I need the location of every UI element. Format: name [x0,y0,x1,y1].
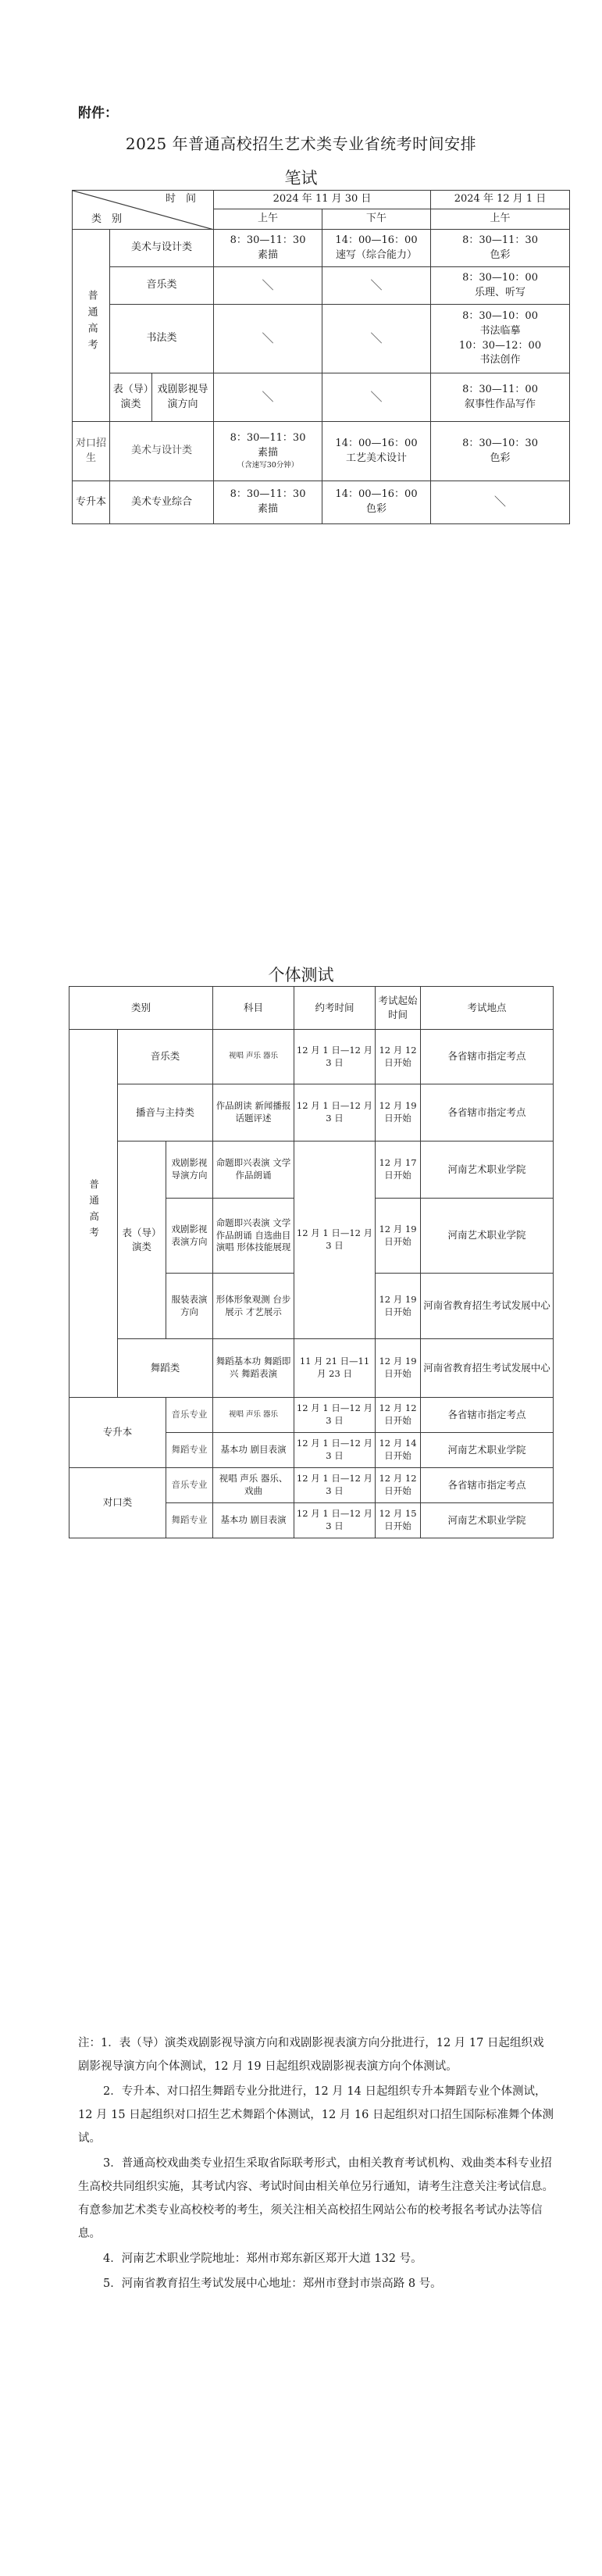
row-zsb-meishu-name: 美术专业综合 [110,481,214,524]
row-dk-music-appoint: 12 月 1 日—12 月 3 日 [294,1468,376,1503]
row-zsb-dance-location: 河南艺术职业学院 [421,1433,554,1468]
cell [322,481,431,524]
time: 8：30—11：30 [230,234,306,246]
cell [214,422,322,481]
time: 8：30—11：00 [462,383,538,395]
header-appointment: 约考时间 [294,987,376,1030]
row-zsb-dance-appoint: 12 月 1 日—12 月 3 日 [294,1433,376,1468]
note: （含速写30分钟） [237,461,299,470]
row-broadcast-name: 播音与主持类 [118,1084,213,1142]
group-putong-label: 普通高考 [87,1179,100,1244]
time: 14：00—16：00 [335,437,418,449]
time: 8：30—11：30 [230,432,306,445]
attachment-label: 附件： [78,105,118,121]
subject: 色彩 [490,248,511,261]
row-zsb-dance-start: 12 月 14 日开始 [376,1433,421,1468]
row-duikou-meishu-name: 美术与设计类 [110,422,214,481]
row-zsb-music-location: 各省辖市指定考点 [421,1398,554,1433]
cell [431,373,570,422]
header-pm: 下午 [322,209,431,230]
header-category-label: 类 别 [91,213,123,226]
group-zhuanshengben: 专升本 [69,1398,166,1468]
header-subject: 科目 [213,987,294,1030]
header-location: 考试地点 [421,987,554,1030]
header-exam-start: 考试起始时间 [376,987,421,1030]
individual-test-table [69,986,554,1538]
row-dance-subject: 舞蹈基本功 舞蹈即兴 舞蹈表演 [213,1339,294,1398]
subject: 书法临摹 [479,324,521,337]
empty-cell: ＼ [322,373,431,422]
row-broadcast-subject: 作品朗读 新闻播报 话题评述 [213,1084,294,1142]
row-broadcast-location: 各省辖市指定考点 [421,1084,554,1142]
row-acting-name: 戏剧影视表演方向 [166,1199,213,1274]
row-dk-dance-name: 舞蹈专业 [166,1503,213,1538]
row-zsb-music-name: 音乐专业 [166,1398,213,1433]
time: 14：00—16：00 [335,488,418,501]
cell [431,305,570,373]
row-music-name: 音乐类 [118,1030,213,1084]
cell [214,230,322,267]
row-dk-dance-start: 12 月 15 日开始 [376,1503,421,1538]
header-date-nov30: 2024 年 11 月 30 日 [214,191,431,209]
subject: 色彩 [490,452,511,464]
row-shufa-name: 书法类 [110,305,214,373]
row-directing-location: 河南艺术职业学院 [421,1142,554,1199]
row-zsb-dance-subject: 基本功 剧目表演 [213,1433,294,1468]
empty-cell: ＼ [322,267,431,305]
group-biaodao: 表（导）演类 [118,1142,166,1339]
written-exam-title: 笔试 [284,169,318,188]
row-music-location: 各省辖市指定考点 [421,1030,554,1084]
time: 14：00—16：00 [335,234,418,246]
row-acting-location: 河南艺术职业学院 [421,1199,554,1274]
row-acting-subject: 命题即兴表演 文学作品朗诵 自选曲目演唱 形体技能展现 [213,1199,294,1274]
row-music-subject: 视唱 声乐 器乐 [213,1030,294,1084]
row-costume-location: 河南省教育招生考试发展中心 [421,1274,554,1339]
group-zhuanshengben: 专升本 [73,481,110,524]
cell [322,422,431,481]
row-broadcast-start: 12 月 19 日开始 [376,1084,421,1142]
row-costume-subject: 形体形象观测 台步展示 才艺展示 [213,1274,294,1339]
header-date-dec1: 2024 年 12 月 1 日 [431,191,570,209]
row-dance-start: 12 月 19 日开始 [376,1339,421,1398]
time: 8：30—11：30 [230,488,306,501]
row-dance-appoint: 11 月 21 日—11 月 23 日 [294,1339,376,1398]
row-biaodao-group: 表（导）演类 [110,373,152,422]
group-putong [69,1030,118,1398]
header-am: 上午 [214,209,322,230]
row-biaodao-appoint: 12 月 1 日—12 月 3 日 [294,1142,376,1339]
row-zsb-dance-name: 舞蹈专业 [166,1433,213,1468]
note-2: 2．专升本、对口招生舞蹈专业分批进行，12 月 14 日起组织专升本舞蹈专业个体测试，12 月 15 日起组织对口招生艺术舞蹈个体测试，12 月 16 日起组织对口招生国际标准舞个体测试。 [78,2085,554,2145]
row-biaodao-name: 戏剧影视导演方向 [152,373,214,422]
cell [431,422,570,481]
cell [322,230,431,267]
note-4: 4．河南艺术职业学院地址：郑州市郑东新区郑开大道 132 号。 [103,2253,422,2265]
header-am-dec1: 上午 [431,209,570,230]
cell [214,481,322,524]
subject: 素描 [258,248,279,261]
time: 8：30—10：30 [462,437,538,449]
empty-cell: ＼ [214,267,322,305]
row-dk-music-start: 12 月 12 日开始 [376,1468,421,1503]
row-dk-music-subject: 视唱 声乐 器乐、戏曲 [213,1468,294,1503]
subject: 叙事性作品写作 [465,398,536,410]
individual-test-title: 个体测试 [268,966,334,984]
note-1: 注：1．表（导）演类戏剧影视导演方向和戏剧影视表演方向分批进行，12 月 17 日起组织戏剧影视导演方向个体测试，12 月 19 日起组织戏剧影视表演方向个体测试。 [78,2037,544,2073]
cell [431,267,570,305]
row-dk-dance-subject: 基本功 剧目表演 [213,1503,294,1538]
time: 8：30—11：30 [462,234,538,246]
group-duikou: 对口类 [69,1468,166,1538]
header-time-label: 时 间 [166,193,197,205]
cell [431,230,570,267]
subject: 素描 [258,503,279,515]
subject: 色彩 [366,503,387,515]
group-duikou: 对口招生 [73,422,110,481]
row-dk-dance-appoint: 12 月 1 日—12 月 3 日 [294,1503,376,1538]
time: 10：30—12：00 [458,339,542,352]
row-directing-start: 12 月 17 日开始 [376,1142,421,1199]
row-dk-music-location: 各省辖市指定考点 [421,1468,554,1503]
empty-cell: ＼ [431,481,570,524]
row-zsb-music-appoint: 12 月 1 日—12 月 3 日 [294,1398,376,1433]
row-meishu-name: 美术与设计类 [110,230,214,267]
subject: 书法创作 [479,354,521,366]
row-zsb-music-start: 12 月 12 日开始 [376,1398,421,1433]
row-broadcast-appoint: 12 月 1 日—12 月 3 日 [294,1084,376,1142]
written-exam-table [72,190,570,524]
subject: 工艺美术设计 [346,452,408,464]
note-5: 5．河南省教育招生考试发展中心地址：郑州市登封市崇高路 8 号。 [103,2278,442,2290]
row-acting-start: 12 月 19 日开始 [376,1199,421,1274]
row-zsb-music-subject: 视唱 声乐 器乐 [213,1398,294,1433]
subject: 速写（综合能力） [336,248,418,261]
time: 8：30—10：00 [462,309,538,322]
row-dance-name: 舞蹈类 [118,1339,213,1398]
note-3: 3．普通高校戏曲类专业招生采取省际联考形式，由相关教育考试机构、戏曲类本科专业招生高校共同组织实施，其考试内容、考试时间由相关单位另行通知，请考生注意关注考试信息。有意参加艺术类专业高校校考的考生，须关注相关高校招生网站公布的校考报名考试办法等信息。 [78,2157,554,2240]
row-costume-name: 服装表演方向 [166,1274,213,1339]
row-yinyue-name: 音乐类 [110,267,214,305]
row-dance-location: 河南省教育招生考试发展中心 [421,1339,554,1398]
empty-cell: ＼ [322,305,431,373]
subject: 素描 [258,447,279,459]
notes [78,2031,554,2297]
row-music-start: 12 月 12 日开始 [376,1030,421,1084]
header-corner-cell [73,191,214,230]
group-putong-label: 普通高考 [85,289,98,355]
empty-cell: ＼ [214,373,322,422]
document-title: 2025 年普通高校招生艺术类专业省统考时间安排 [125,134,477,153]
group-putong [73,230,110,422]
row-music-appoint: 12 月 1 日—12 月 3 日 [294,1030,376,1084]
header-category: 类别 [69,987,213,1030]
time: 8：30—10：00 [462,271,538,284]
row-dk-dance-location: 河南艺术职业学院 [421,1503,554,1538]
row-costume-start: 12 月 19 日开始 [376,1274,421,1339]
row-directing-name: 戏剧影视导演方向 [166,1142,213,1199]
row-directing-subject: 命题即兴表演 文学作品朗诵 [213,1142,294,1199]
subject: 乐理、听写 [475,286,526,298]
row-dk-music-name: 音乐专业 [166,1468,213,1503]
empty-cell: ＼ [214,305,322,373]
